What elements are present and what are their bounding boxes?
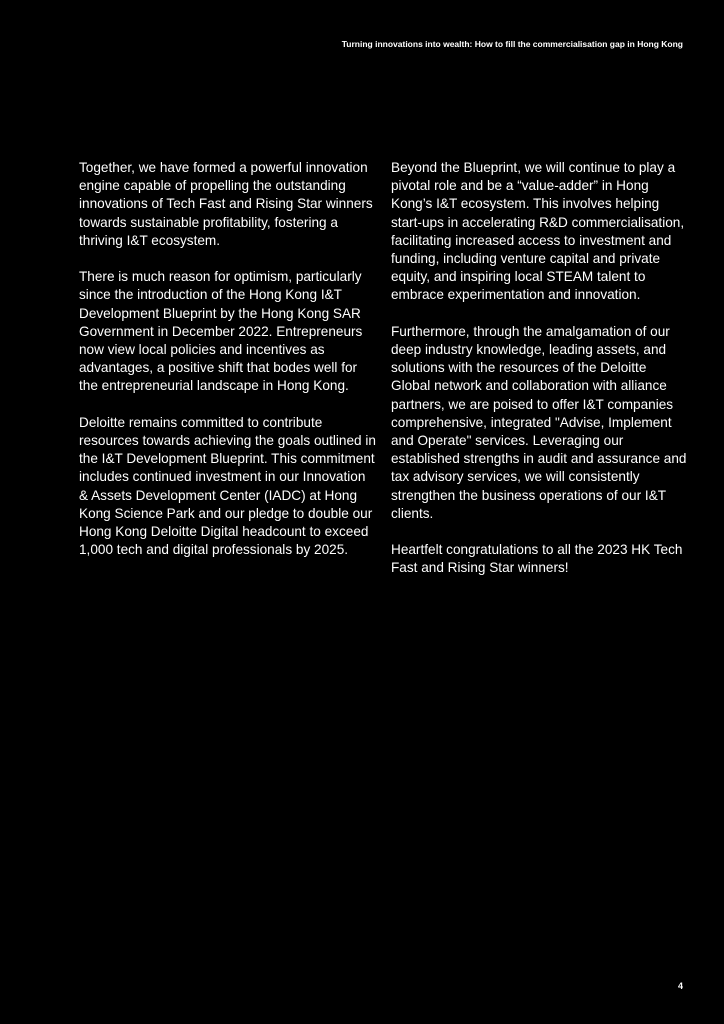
page-number: 4	[677, 981, 683, 991]
left-column	[79, 159, 376, 578]
header-title: Turning innovations into wealth: How to fill the commercialisation gap in Hong Kong	[341, 39, 683, 49]
right-column	[391, 159, 687, 596]
paragraph: Furthermore, through the amalgamation of our deep industry knowledge, leading assets, and solutions with the resources of the Deloitte Global network and collaboration with alliance partners, we are poised to offer I&T companies comprehensive, integrated "Advise, Implement and Operate" services. Leveraging our established strengths in audit and assurance and tax advisory services, we will consistently strengthen the business operations of our I&T clients.	[391, 323, 687, 521]
paragraph: Heartfelt congratulations to all the 2023 HK Tech Fast and Rising Star winners!	[391, 542, 683, 576]
paragraph: Together, we have formed a powerful innovation engine capable of propelling the outstanding innovations of Tech Fast and Rising Star winners towards sustainable profitability, fostering a thriving I&T ecosystem.	[79, 160, 373, 248]
paragraph: Deloitte remains committed to contribute resources towards achieving the goals outlined in the I&T Development Blueprint. This commitment includes continued investment in our Innovation & Assets Development Center (IADC) at Hong Kong Science Park and our pledge to double our Hong Kong Deloitte Digital headcount to exceed 1,000 tech and digital professionals by 2025.	[79, 414, 376, 558]
paragraph: Beyond the Blueprint, we will continue to play a pivotal role and be a “value-adder” in Hong Kong’s I&T ecosystem. This involves helping start-ups in accelerating R&D commercialisation, facilitating increased access to investment and funding, including venture capital and private equity, and inspiring local STEAM talent to embrace experimentation and innovation.	[391, 160, 685, 303]
paragraph: There is much reason for optimism, particularly since the introduction of the Hong Kong I&T Development Blueprint by the Hong Kong SAR Government in December 2022. Entrepreneurs now view local policies and incentives as advantages, a positive shift that bodes well for the entrepreneurial landscape in Hong Kong.	[79, 269, 363, 394]
